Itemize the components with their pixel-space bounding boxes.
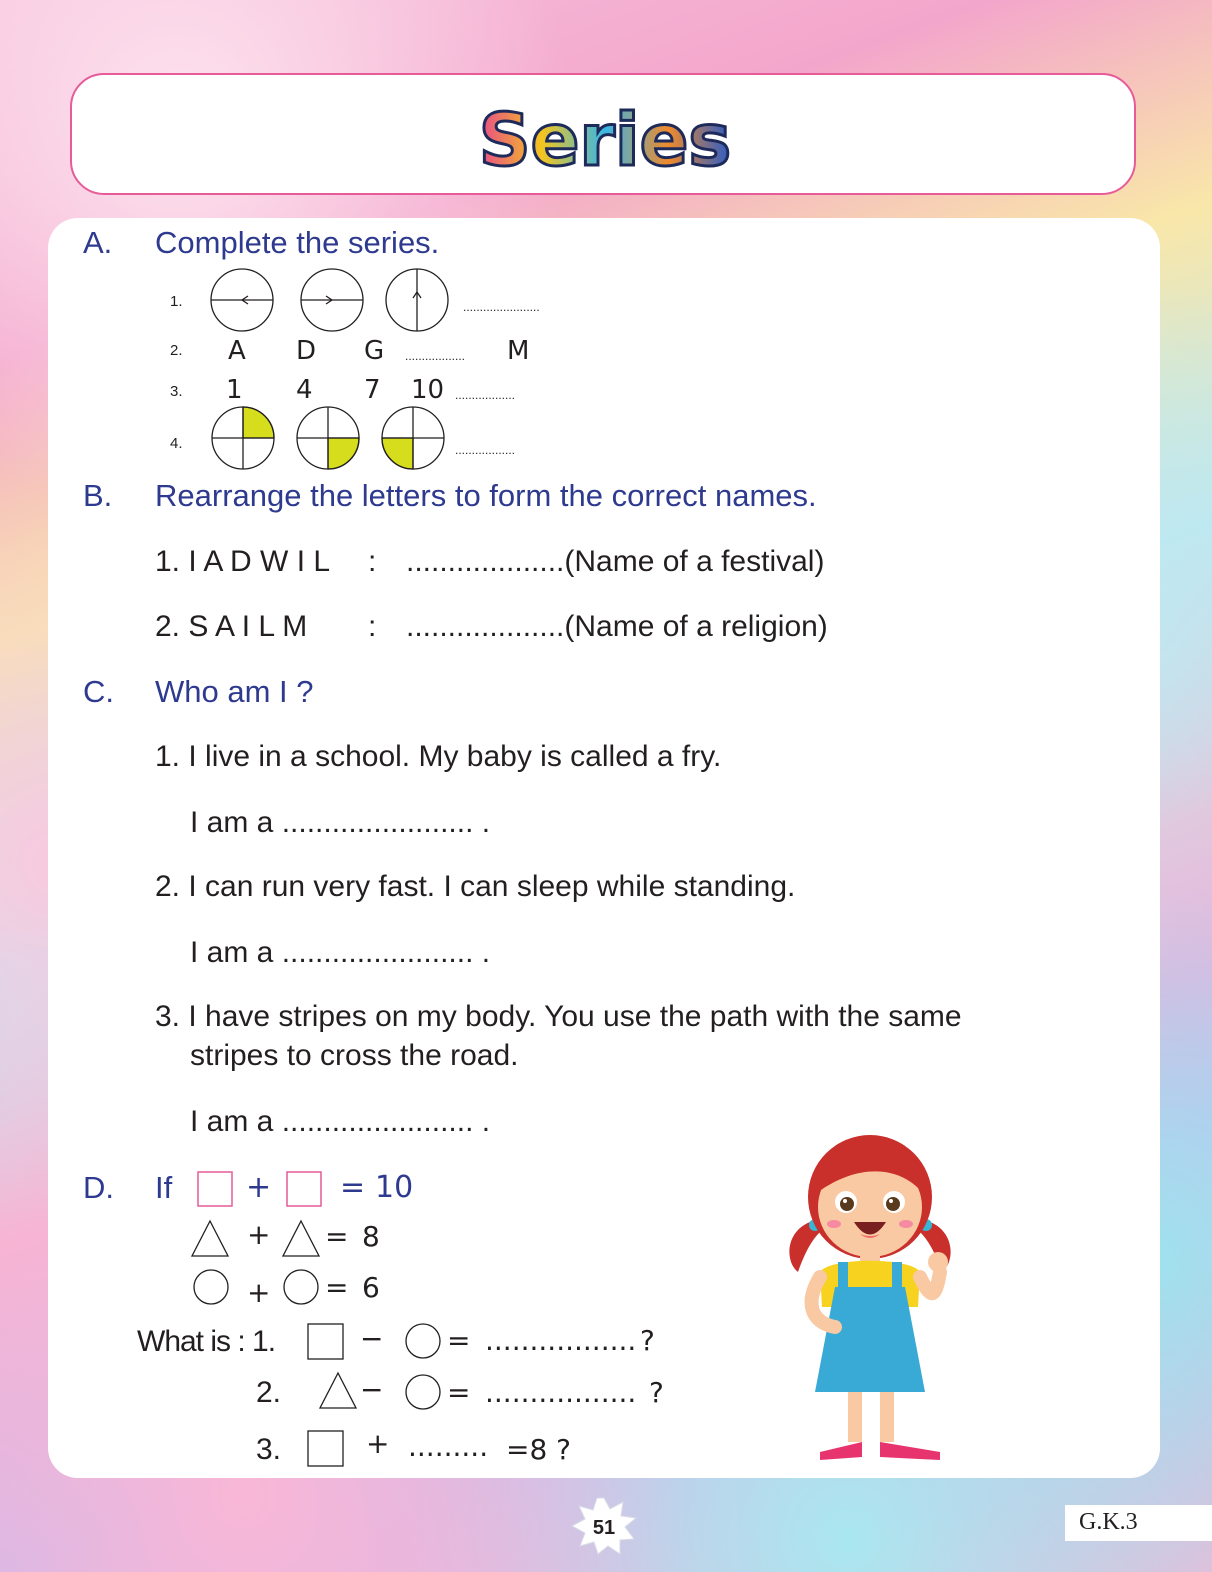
book-code: G.K.3	[1065, 1505, 1212, 1541]
minus-sign: −	[360, 1322, 384, 1355]
riddle-question-continued: stripes to cross the road.	[190, 1039, 519, 1072]
series-number: 4	[296, 375, 313, 405]
series-row-4-number: 4.	[170, 435, 183, 452]
page-number-badge	[570, 1496, 638, 1556]
section-b-title: Rearrange the letters to form the correct names.	[155, 478, 817, 513]
riddle-answer[interactable]: I am a ....................... .	[190, 936, 491, 969]
question-mark: ?	[649, 1376, 664, 1409]
series-row-2-blank[interactable]: ..................	[405, 349, 466, 363]
jumbled-word: 2. S A I L M	[155, 610, 308, 643]
square-total: 10	[375, 1170, 414, 1205]
what-is-label: What is : 1.	[137, 1325, 276, 1358]
answer-blank[interactable]: .................	[485, 1324, 637, 1357]
colon-separator: :	[368, 610, 377, 643]
section-b-letter: B.	[83, 478, 113, 513]
section-d-letter: D.	[83, 1170, 114, 1205]
series-number: 1	[226, 375, 243, 405]
question-3-number: 3.	[256, 1433, 282, 1466]
series-row-2-number: 2.	[170, 342, 183, 359]
riddle-answer[interactable]: I am a ....................... .	[190, 806, 491, 839]
jumbled-word: 1. I A D W I L	[155, 545, 331, 578]
section-a-title: Complete the series.	[155, 225, 440, 260]
series-number: 7	[364, 375, 381, 405]
series-letter: G	[364, 336, 385, 366]
section-c-title: Who am I ?	[155, 674, 314, 709]
answer-blank[interactable]: ...................(Name of a festival)	[406, 545, 825, 578]
series-row-1-number: 1.	[170, 293, 183, 310]
answer-blank[interactable]: .........	[408, 1430, 489, 1463]
girl-illustration	[780, 1112, 960, 1464]
circle-total: 6	[362, 1271, 380, 1304]
series-letter: A	[228, 336, 246, 366]
equals-sign: =	[340, 1170, 366, 1205]
series-row-1-blank[interactable]: .......................	[463, 300, 540, 314]
section-a-letter: A.	[83, 225, 113, 260]
question-2-number: 2.	[256, 1376, 282, 1409]
section-c-letter: C.	[83, 674, 114, 709]
quarter-circle-series	[205, 402, 455, 474]
arrow-circle-series	[205, 265, 455, 335]
answer-blank[interactable]: .................	[485, 1376, 637, 1409]
riddle-answer[interactable]: I am a ....................... .	[190, 1105, 491, 1138]
question-3-result: =8 ?	[506, 1433, 572, 1466]
colon-separator: :	[368, 545, 377, 578]
riddle-question: 3. I have stripes on my body. You use the path with the same	[155, 1000, 962, 1033]
page-number: 51	[592, 1517, 616, 1539]
series-row-3-blank[interactable]: ..................	[455, 388, 516, 402]
series-letter: M	[507, 336, 530, 366]
equals-sign: =	[325, 1271, 349, 1304]
riddle-question: 1. I live in a school. My baby is called a fry.	[155, 740, 722, 773]
series-letter: D	[296, 336, 317, 366]
if-label: If	[155, 1170, 173, 1205]
equals-sign: =	[447, 1376, 471, 1409]
page-title: Series	[478, 98, 732, 182]
series-row-3-number: 3.	[170, 383, 183, 400]
equals-sign: =	[325, 1220, 349, 1253]
question-mark: ?	[640, 1324, 655, 1357]
equals-sign: =	[447, 1324, 471, 1357]
title-banner	[70, 73, 1136, 195]
series-number: 10	[411, 375, 445, 405]
minus-sign: −	[360, 1373, 384, 1406]
triangle-total: 8	[362, 1220, 380, 1253]
plus-sign: +	[247, 1276, 271, 1309]
plus-sign: +	[246, 1170, 272, 1205]
plus-sign: +	[366, 1427, 390, 1460]
answer-blank[interactable]: ...................(Name of a religion)	[406, 610, 828, 643]
series-row-4-blank[interactable]: ..................	[455, 443, 516, 457]
plus-sign: +	[247, 1218, 271, 1251]
riddle-question: 2. I can run very fast. I can sleep while standing.	[155, 870, 796, 903]
question-3-square	[306, 1428, 348, 1470]
